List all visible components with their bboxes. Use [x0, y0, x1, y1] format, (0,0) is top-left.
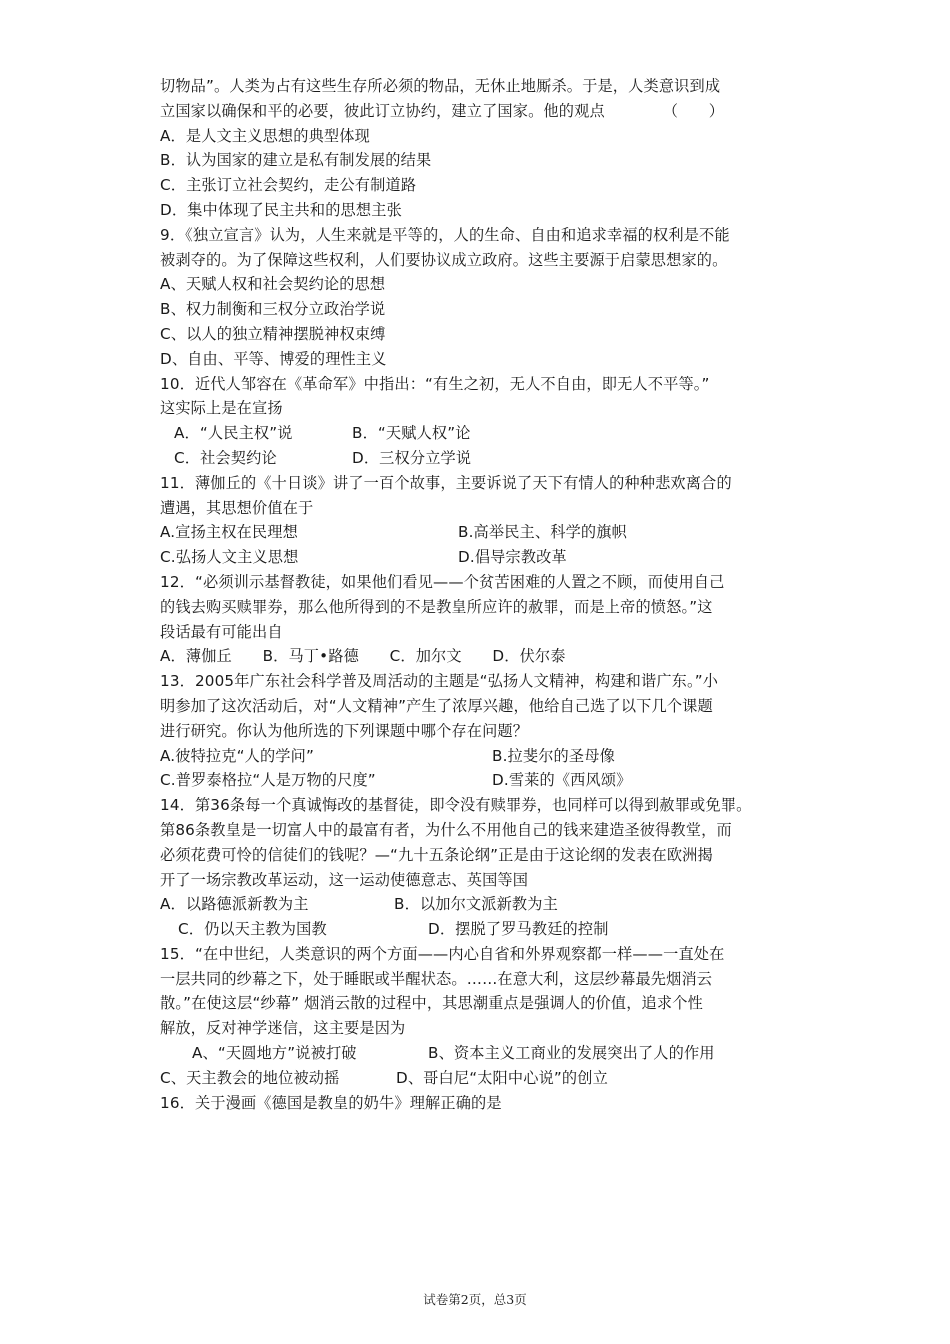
option-text: D.雪莱的《西风颂》: [492, 771, 632, 790]
option-text: B.高举民主、科学的旗帜: [458, 523, 627, 542]
options-row: [160, 917, 810, 942]
text-line: [160, 322, 810, 347]
option-text: C.普罗泰格拉“人是万物的尺度”: [160, 771, 376, 790]
options-row: [160, 892, 810, 917]
line-text: 13．2005年广东社会科学普及周活动的主题是“弘扬人文精神，构建和谐广东。”小: [160, 672, 719, 691]
option-text: B．“天赋人权”论: [352, 424, 471, 443]
line-text: 开了一场宗教改革运动，这一运动使德意志、英国等国: [160, 870, 529, 889]
answer-bracket: （ ）: [662, 101, 725, 120]
line-text: 切物品”。人类为占有这些生存所必须的物品，无休止地厮杀。于是，人类意识到成: [160, 77, 721, 95]
line-text: C、以人的独立精神摆脱神权束缚: [160, 324, 386, 343]
option-text: C、天主教会的地位被动摇: [160, 1068, 340, 1087]
text-line: [160, 99, 810, 124]
options-row: [160, 1041, 810, 1066]
text-line: [160, 223, 810, 248]
line-text: 9．《独立宣言》认为，人生来就是平等的，人的生命、自由和追求幸福的权利是不能: [160, 225, 730, 244]
text-line: [160, 372, 810, 397]
option-text: A、“天圆地方”说被打破: [192, 1044, 357, 1063]
option-text: A．“人民主权”说: [174, 424, 293, 443]
text-line: [160, 967, 810, 992]
line-text: 的钱去购买赎罪券，那么他所得到的不是教皇所应许的赦罪，而是上帝的愤怒。”这: [160, 597, 713, 616]
text-line: [160, 74, 810, 99]
text-line: [160, 124, 810, 149]
text-line: [160, 173, 810, 198]
line-text: C．主张订立社会契约，走公有制道路: [160, 176, 417, 195]
line-text: 12．“必须训示基督教徒，如果他们看见——个贫苦困难的人置之不顾，而使用自己: [160, 572, 725, 591]
text-line: [160, 644, 810, 669]
options-row: [160, 768, 810, 793]
options-row: [160, 545, 810, 570]
option-text: A.宣扬主权在民理想: [160, 523, 298, 542]
text-line: [160, 471, 810, 496]
line-text: B．认为国家的建立是私有制发展的结果: [160, 151, 432, 170]
text-line: [160, 297, 810, 322]
option-text: A.彼特拉克“人的学问”: [160, 746, 314, 765]
line-text: 被剥夺的。为了保障这些权利，人们要协议成立政府。这些主要源于启蒙思想家的。: [160, 250, 728, 269]
text-line: [160, 248, 810, 273]
text-line: [160, 347, 810, 372]
text-line: [160, 942, 810, 967]
line-text: A．薄伽丘 B．马丁•路德 C．加尔文 D．伏尔泰: [160, 647, 566, 666]
line-text: 立国家以确保和平的必要，彼此订立协约，建立了国家。他的观点: [160, 101, 605, 120]
option-text: D．摆脱了罗马教廷的控制: [428, 920, 609, 939]
text-line: [160, 991, 810, 1016]
option-text: A．以路德派新教为主: [160, 895, 309, 914]
line-text: 16．关于漫画《德国是教皇的奶牛》理解正确的是: [160, 1093, 502, 1112]
text-line: [160, 620, 810, 645]
line-text: D、自由、平等、博爱的理性主义: [160, 349, 387, 368]
option-text: D、哥白尼“太阳中心说”的创立: [396, 1068, 608, 1087]
text-line: [160, 496, 810, 521]
options-row: [160, 1066, 810, 1091]
line-text: D．集中体现了民主共和的思想主张: [160, 200, 402, 219]
text-line: [160, 669, 810, 694]
options-row: [160, 520, 810, 545]
text-line: [160, 694, 810, 719]
text-line: [160, 570, 810, 595]
line-text: 遭遇，其思想价值在于: [160, 498, 314, 517]
option-text: C.弘扬人文主义思想: [160, 548, 299, 567]
text-line: [160, 272, 810, 297]
text-line: [160, 868, 810, 893]
option-text: B．以加尔文派新教为主: [394, 895, 558, 914]
option-text: B.拉斐尔的圣母像: [492, 746, 615, 765]
options-row: [160, 744, 810, 769]
text-line: [160, 198, 810, 223]
line-text: 必须花费可怜的信徒们的钱呢？—“九十五条论纲”正是由于这论纲的发表在欧洲揭: [160, 845, 713, 864]
text-line: [160, 818, 810, 843]
option-text: C．仍以天主教为国教: [178, 920, 327, 939]
option-text: D．三权分立学说: [352, 448, 472, 467]
line-text: 一层共同的纱幕之下，处于睡眠或半醒状态。……在意大利，这层纱幕最先烟消云: [160, 969, 713, 988]
option-text: B、资本主义工商业的发展突出了人的作用: [428, 1044, 715, 1063]
line-text: 段话最有可能出自: [160, 622, 283, 641]
text-line: [160, 595, 810, 620]
line-text: 14．第36条每一个真诚悔改的基督徒，即令没有赎罪券，也同样可以得到赦罪或免罪。: [160, 796, 752, 815]
text-line: [160, 793, 810, 818]
line-text: 解放，反对神学迷信，这主要是因为: [160, 1019, 406, 1038]
text-line: [160, 843, 810, 868]
option-text: C．社会契约论: [174, 448, 277, 467]
line-text: B、权力制衡和三权分立政治学说: [160, 300, 386, 319]
line-text: A．是人文主义思想的典型体现: [160, 126, 370, 145]
page-footer: 试卷第2页，总3页: [423, 1292, 527, 1307]
line-text: 明参加了这次活动后，对“人文精神”产生了浓厚兴趣，他给自己选了以下几个课题: [160, 696, 713, 715]
line-text: 散。”在使这层“纱幕” 烟消云散的过程中，其思潮重点是强调人的价值，追求个性: [160, 994, 703, 1013]
line-text: 第86条教皇是一切富人中的最富有者，为什么不用他自己的钱来建造圣彼得教堂，而: [160, 820, 732, 839]
line-text: A、天赋人权和社会契约论的思想: [160, 275, 386, 294]
line-text: 这实际上是在宣扬: [160, 399, 283, 418]
line-text: 11．薄伽丘的《十日谈》讲了一百个故事，主要诉说了天下有情人的种种悲欢离合的: [160, 473, 732, 492]
option-text: D.倡导宗教改革: [458, 548, 567, 567]
text-line: [160, 1016, 810, 1041]
options-row: [160, 421, 810, 446]
line-text: 15．“在中世纪，人类意识的两个方面——内心自省和外界观察都一样——一直处在: [160, 944, 725, 963]
text-line: [160, 719, 810, 744]
line-text: 进行研究。你认为他所选的下列课题中哪个存在问题？: [160, 721, 529, 740]
question-content: [160, 74, 810, 1115]
text-line: [160, 396, 810, 421]
options-row: [160, 446, 810, 471]
line-text: 10．近代人邹容在《革命军》中指出：“有生之初，无人不自由，即无人不平等。”: [160, 374, 710, 393]
text-line: [160, 1091, 810, 1116]
text-line: [160, 148, 810, 173]
